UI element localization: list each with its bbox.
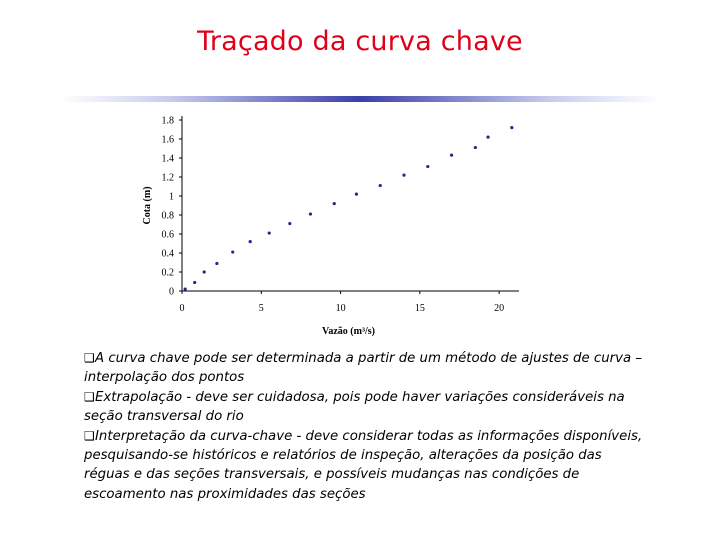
data-point <box>333 202 336 205</box>
data-point <box>426 165 429 168</box>
data-point <box>355 193 358 196</box>
paragraph-interpretation <box>84 427 644 505</box>
checkbox-bullet-icon: ❑ <box>84 389 95 404</box>
ticks-layer <box>162 116 505 315</box>
x-tick-label: 20 <box>494 303 505 314</box>
y-tick-label: 1 <box>169 191 174 203</box>
points-layer <box>184 126 514 291</box>
paragraph-text: A curva chave pode ser determinada a partir de um método de ajustes de curva – interpolação dos pontos <box>84 351 642 386</box>
data-point <box>193 281 196 284</box>
slide-title: Traçado da curva chave <box>197 26 523 57</box>
x-axis-label: Vazão (m³/s) <box>322 326 375 337</box>
y-tick-label: 1.2 <box>161 172 174 184</box>
data-point <box>203 270 206 273</box>
x-tick-label: 5 <box>258 303 264 314</box>
rating-curve-chart <box>130 108 530 346</box>
paragraph-curve-fitting <box>84 349 644 388</box>
paragraph-extrapolation <box>84 388 644 427</box>
y-axis-label: Cota (m) <box>142 186 153 225</box>
paragraph-text: Extrapolação - deve ser cuidadosa, pois pode haver variações consideráveis na seção transversal do rio <box>84 389 625 425</box>
data-point <box>231 250 234 253</box>
data-point <box>309 212 312 215</box>
data-point <box>379 184 382 187</box>
data-point <box>268 231 271 234</box>
x-tick-label: 15 <box>414 303 425 314</box>
y-tick-label: 1.8 <box>161 115 174 127</box>
y-tick-label: 0.2 <box>161 267 174 279</box>
y-tick-label: 0.8 <box>161 210 174 222</box>
checkbox-bullet-icon: ❑ <box>84 351 95 365</box>
y-tick-label: 0.6 <box>161 229 174 241</box>
rating-curve-svg <box>130 108 530 346</box>
y-tick-label: 1.6 <box>161 134 174 146</box>
data-point <box>249 240 252 243</box>
title-divider <box>60 96 660 102</box>
axes-layer <box>182 116 519 291</box>
x-tick-label: 0 <box>179 303 185 314</box>
paragraph-text: Interpretação da curva-chave - deve considerar todas as informações disponíveis, pesquisando-se históricos e relatórios de inspeção, alterações da posição das réguas e das seções transversais, e possíveis mudanças nas condições de escoamento nas proximidades das seções <box>84 428 643 502</box>
data-point <box>486 136 489 139</box>
data-point <box>474 146 477 149</box>
y-tick-label: 0 <box>169 286 174 298</box>
data-point <box>510 126 513 129</box>
y-tick-label: 1.4 <box>161 153 174 165</box>
checkbox-bullet-icon: ❑ <box>84 428 95 443</box>
data-point <box>450 154 453 157</box>
data-point <box>215 262 218 265</box>
data-point <box>288 222 291 225</box>
data-point <box>184 288 187 291</box>
body-text <box>84 349 644 504</box>
y-tick-label: 0.4 <box>161 248 174 260</box>
data-point <box>402 174 405 177</box>
x-tick-label: 10 <box>335 303 346 314</box>
